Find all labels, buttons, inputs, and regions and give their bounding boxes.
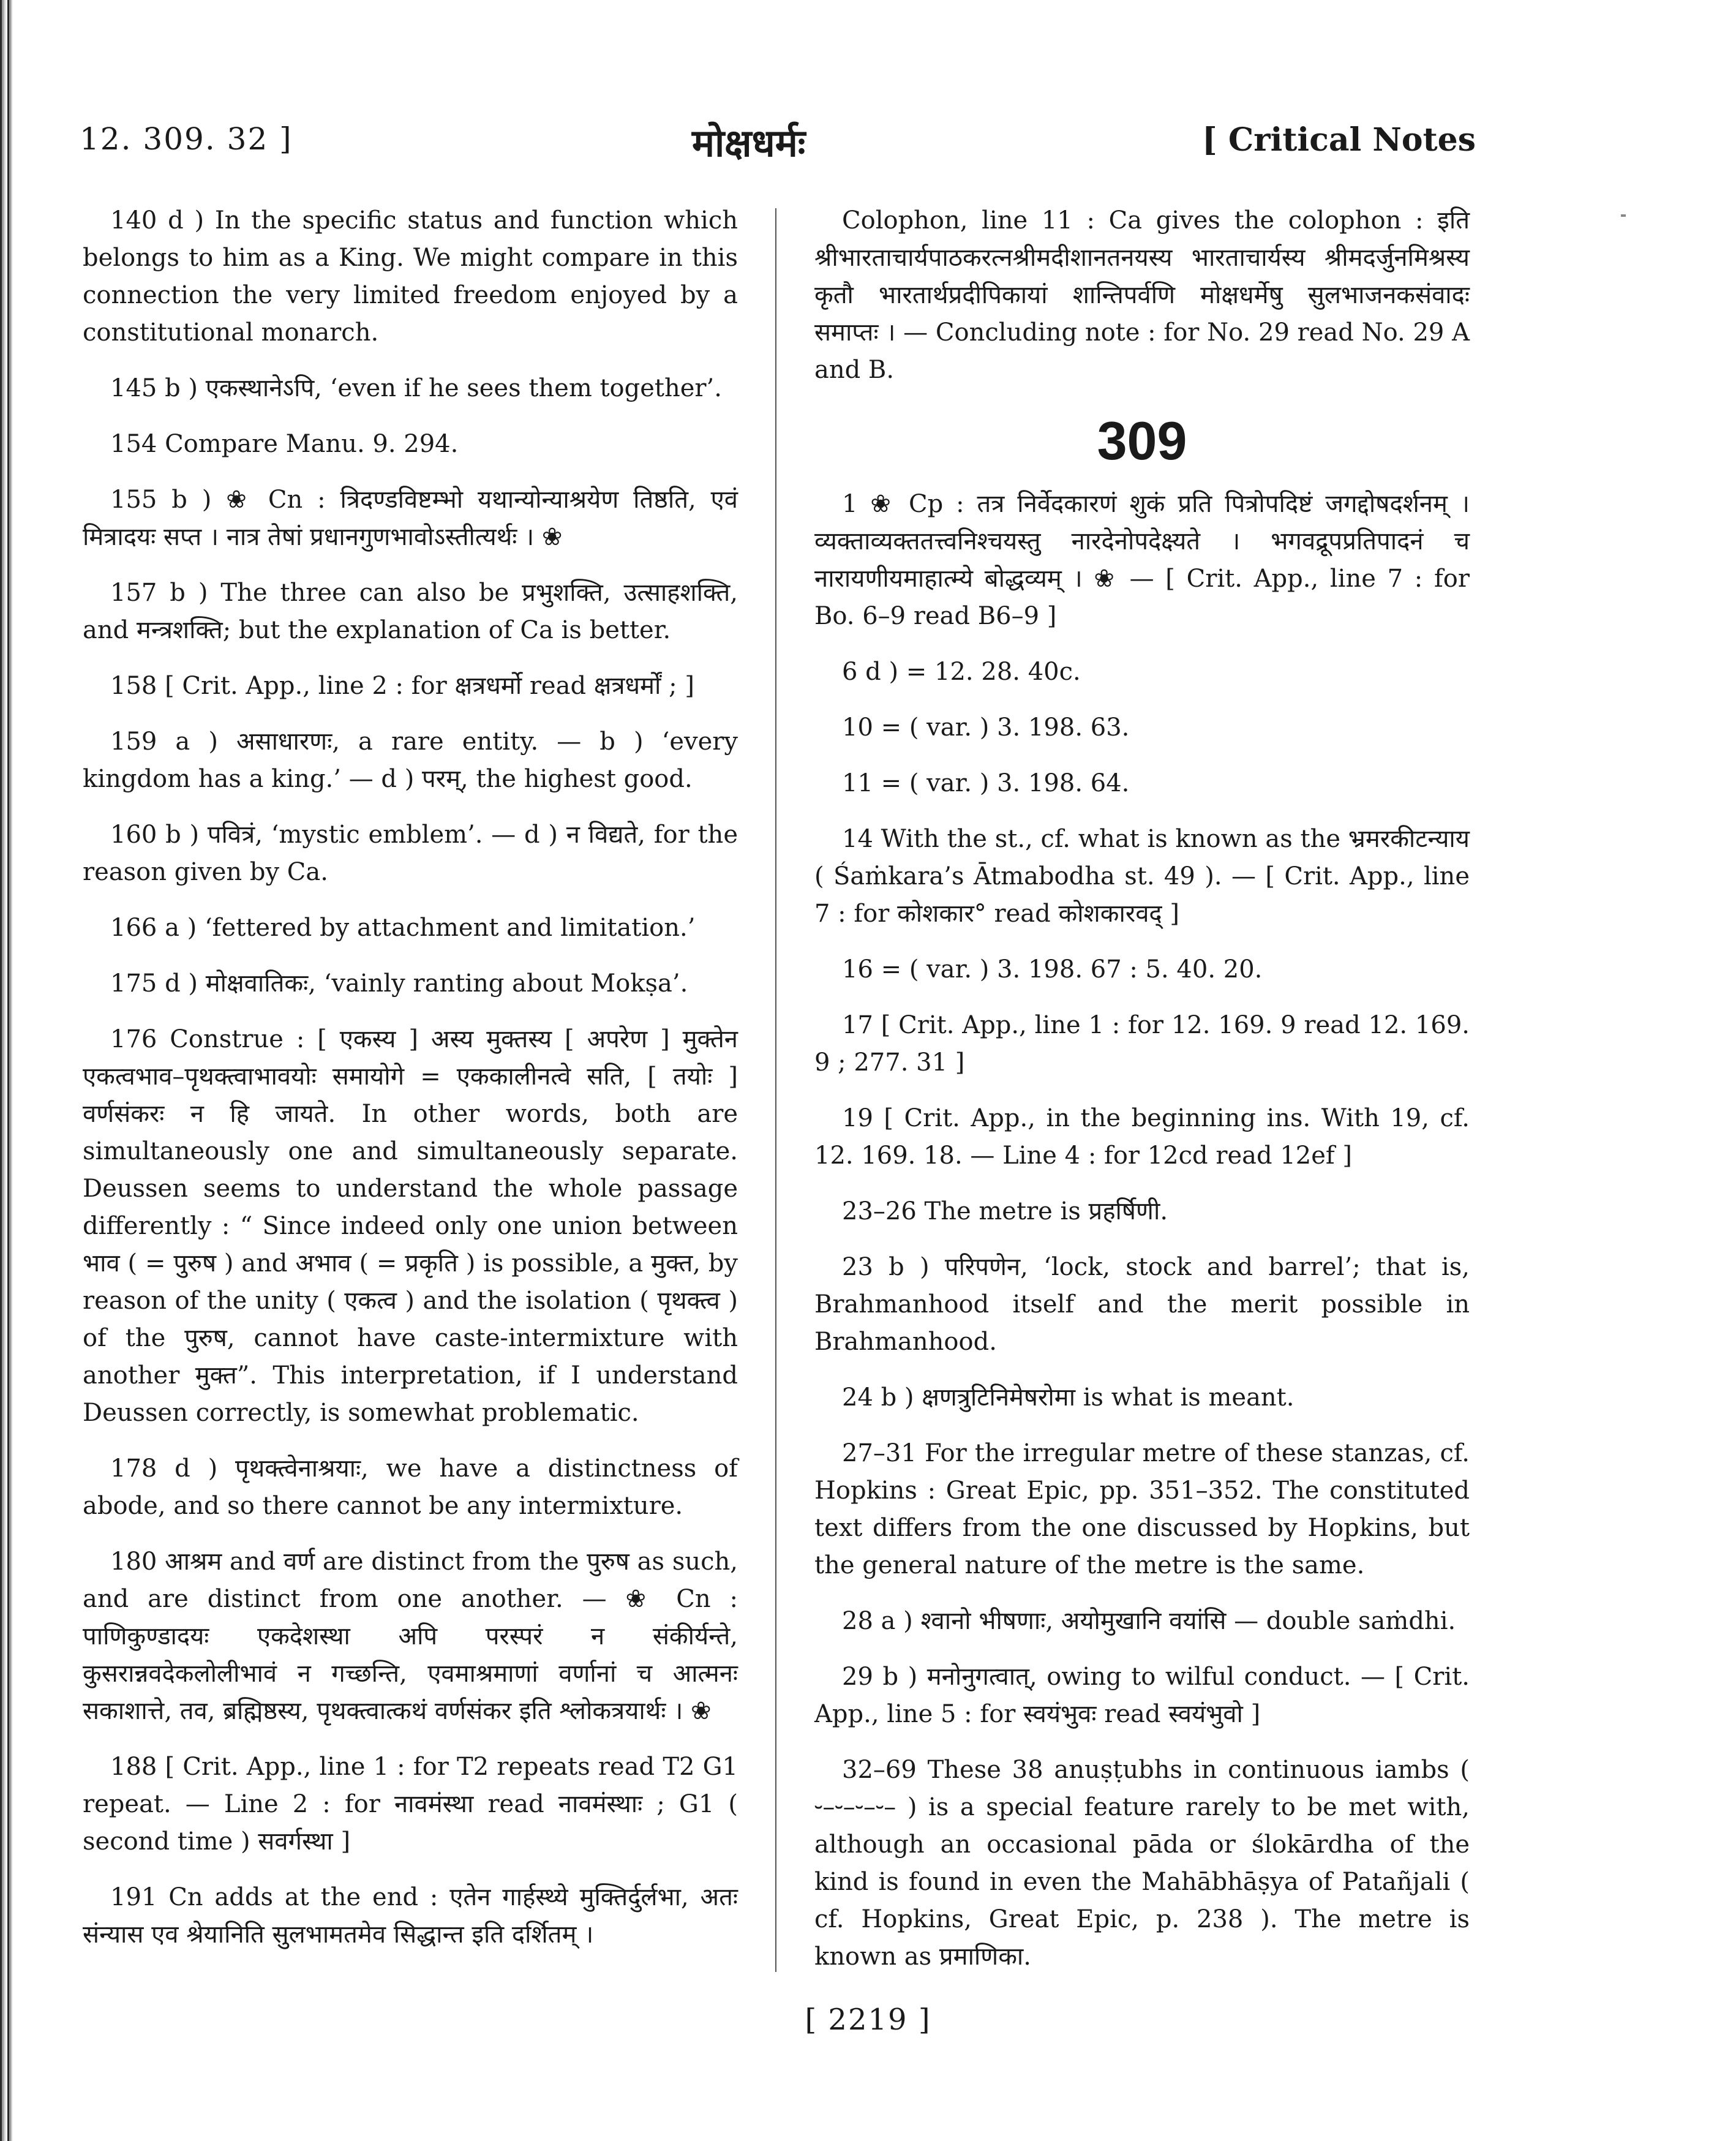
note-188: 188 [ Crit. App., line 1 : for T2 repeats read T2 G1 repeat. — Line 2 : for नावमंस्था read नावमंस्थाः ; G1 ( second time ) सवर्गस्था ] (83, 1753, 738, 1856)
paper-speck (1621, 214, 1626, 217)
note-155: 155 b ) ❀ Cn : त्रिदण्डविष्टम्भो यथान्योन्याश्रयेण तिष्ठति, एवं मित्रादयः सप्त । नात्र तेषां प्रधानगुणभावोऽस्तीत्यर्थः । ❀ (83, 486, 738, 551)
note-309-1: 1 ❀ Cp : तत्र निर्वेदकारणं शुकं प्रति पित्रोपदिष्टं जगद्दोषदर्शनम् । व्यक्ताव्यक्ततत्त्वनिश्चयस्तु नारदेनोपदेक्ष्यते । भगवद्रूपप्रतिपादनं च नारायणीयमाहात्म्ये बोद्धव्यम् । ❀ — [ Crit. App., line 7 : for Bo. 6–9 read B6–9 ] (814, 490, 1470, 630)
note-309-29: 29 b ) मनोनुगत्वात्, owing to wilful conduct. — [ Crit. App., line 5 : for स्वयंभुवः read स्वयंभुवो ] (814, 1663, 1470, 1728)
note-176: 176 Construe : [ एकस्य ] अस्य मुक्तस्य [ अपरेण ] मुक्तेन एकत्वभाव–पृथक्त्वाभावयोः समायोगे = एककालीनत्वे सति, [ तयोः ] वर्णसंकरः न हि जायते. In other words, both are simultaneously one and simultaneously separate. Deussen seems to understand the whole passage differently : “ Since indeed only one union between भाव ( = पुरुष ) and अभाव ( = प्रकृति ) is possible, a मुक्त, by reason of the unity ( एकत्व ) and the isolation ( पृथक्त्व ) of the पुरुष, cannot have caste-intermixture with another मुक्त”. This interpretation, if I understand Deussen correctly, is somewhat problematic. (83, 1025, 738, 1427)
header-section: [ Critical Notes (1202, 121, 1476, 159)
note-309-19: 19 [ Crit. App., in the beginning ins. With 19, cf. 12. 169. 18. — Line 4 : for 12cd read 12ef ] (814, 1104, 1470, 1170)
note-175: 175 d ) मोक्षवातिकः, ‘vainly ranting about Mokṣa’. (110, 969, 688, 998)
note-309-11: 11 = ( var. ) 3. 198. 64. (842, 769, 1130, 797)
column-divider (775, 208, 776, 1972)
right-column (814, 202, 1470, 1994)
note-309-16: 16 = ( var. ) 3. 198. 67 : 5. 40. 20. (842, 955, 1263, 984)
note-145: 145 b ) एकस्थानेऽपि, ‘even if he sees them together’. (110, 374, 722, 402)
note-166: 166 a ) ‘fettered by attachment and limitation.’ (110, 914, 696, 942)
note-309-14: 14 With the st., cf. what is known as the भ्रमरकीटन्याय ( Śaṁkara’s Ātmabodha st. 49 ). — [ Crit. App., line 7 : for कोशकार° read कोशकारवद् ] (814, 825, 1470, 928)
note-180: 180 आश्रम and वर्ण are distinct from the पुरुष as such, and are distinct from one another. — ❀ Cn : पाणिकुण्डादयः एकदेशस्था अपि परस्परं न संकीर्यन्ते, कुसरान्नवदेकलोलीभावं न गच्छन्ति, एवमाश्रमाणां वर्णानां च आत्मनः सकाशात्ते, तव, ब्रह्मिष्ठस्य, पृथक्त्वात्कथं वर्णसंकर इति श्लोकत्रयार्थः । ❀ (83, 1548, 738, 1725)
note-158: 158 [ Crit. App., line 2 : for क्षत्रधर्मो read क्षत्रधर्मों ; ] (110, 672, 694, 700)
note-309-27-31: 27–31 For the irregular metre of these stanzas, cf. Hopkins : Great Epic, pp. 351–352. The constituted text differs from the one discussed by Hopkins, but the general nature of the metre is the same. (814, 1439, 1470, 1579)
note-309-23: 23 b ) परिपणेन, ‘lock, stock and barrel’; that is, Brahmanhood itself and the merit possible in Brahmanhood. (814, 1253, 1470, 1356)
section-number-heading: 309 (1097, 410, 1187, 471)
note-colophon: Colophon, line 11 : Ca gives the colophon : इति श्रीभारताचार्यपाठकरत्नश्रीमदीशानतनयस्य भारताचार्यस्य श्रीमदर्जुनमिश्रस्य कृतौ भारतार्थप्रदीपिकायां शान्तिपर्वणि मोक्षधर्मेषु सुलभाजनकसंवादः समाप्तः । — Concluding note : for No. 29 read No. 29 A and B. (814, 206, 1470, 384)
note-154: 154 Compare Manu. 9. 294. (110, 430, 459, 458)
note-309-32-69: 32–69 These 38 anuṣṭubhs in continuous iambs ( ⏑–⏑–⏑–⏑– ) is a special feature rarely to be met with, although an occasional pāda or ślokārdha of the kind is found in even the Mahābhāṣya of Patañjali ( cf. Hopkins, Great Epic, p. 238 ). The metre is known as प्रमाणिका. (814, 1756, 1470, 1971)
note-178: 178 d ) पृथक्त्वेनाश्रयाः, we have a distinctness of abode, and so there cannot be any intermixture. (83, 1454, 738, 1520)
note-309-23-26: 23–26 The metre is प्रहर्षिणी. (842, 1197, 1168, 1225)
note-309-10: 10 = ( var. ) 3. 198. 63. (842, 713, 1130, 742)
note-140: 140 d ) In the specific status and function which belongs to him as a King. We might compare in this connection the very limited freedom enjoyed by a constitutional monarch. (83, 206, 738, 347)
note-309-24: 24 b ) क्षणत्रुटिनिमेषरोमा is what is meant. (842, 1383, 1294, 1412)
note-157: 157 b ) The three can also be प्रभुशक्ति, उत्साहशक्ति, and मन्त्रशक्ति; but the explanation of Ca is better. (83, 579, 738, 644)
page-number-footer: [ 2219 ] (805, 2003, 931, 2037)
header-reference: 12. 309. 32 ] (80, 121, 293, 157)
note-191: 191 Cn adds at the end : एतेन गार्हस्थ्ये मुक्तिर्दुर्लभा, अतः संन्यास एव श्रेयानिति सुलभामतमेव सिद्धान्त इति दर्शितम् । (83, 1883, 738, 1949)
left-column (83, 202, 738, 1972)
page-header (80, 116, 1476, 178)
book-binding-edge (0, 0, 12, 2141)
note-159: 159 a ) असाधारणः, a rare entity. — b ) ‘every kingdom has a king.’ — d ) परम्, the highest good. (83, 728, 738, 793)
header-title: मोक्षधर्मः (692, 121, 806, 165)
note-160: 160 b ) पवित्रं, ‘mystic emblem’. — d ) न विद्यते, for the reason given by Ca. (83, 821, 738, 886)
note-309-28: 28 a ) श्वानो भीषणाः, अयोमुखानि वयांसि — double saṁdhi. (842, 1607, 1456, 1635)
note-309-6: 6 d ) = 12. 28. 40c. (842, 658, 1081, 686)
note-309-17: 17 [ Crit. App., line 1 : for 12. 169. 9 read 12. 169. 9 ; 277. 31 ] (814, 1011, 1470, 1077)
